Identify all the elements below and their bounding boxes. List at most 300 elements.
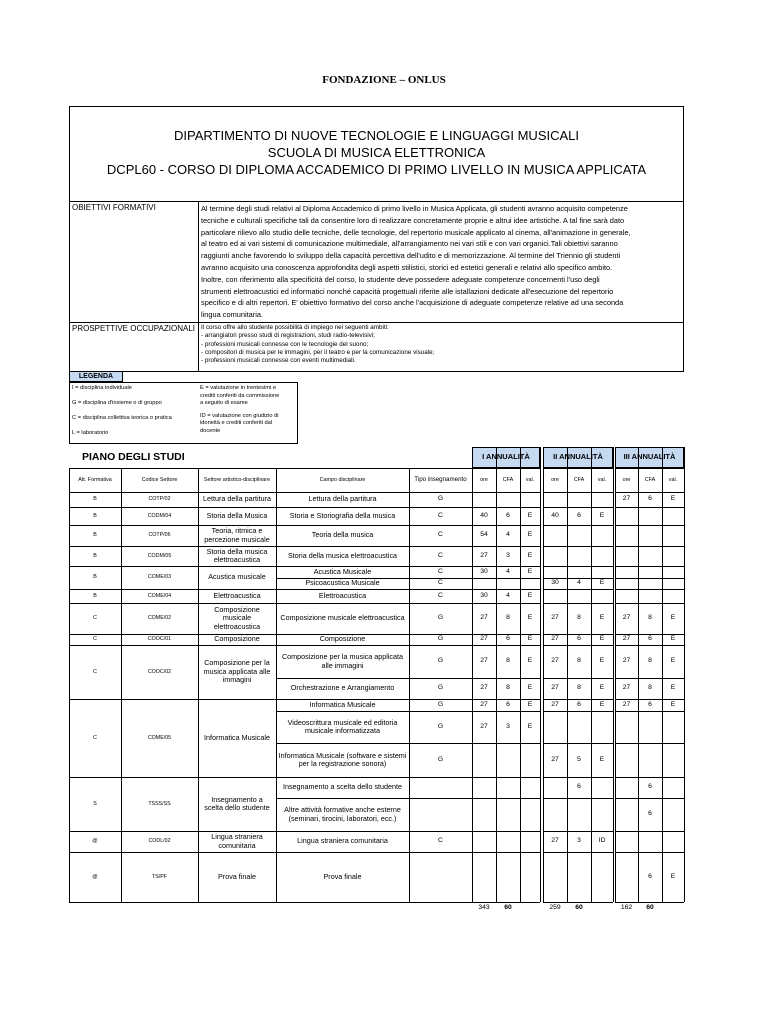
obiettivi-line: avranno acquisito una conoscenza approfondita degli aspetti stilistici, storici ed estetici generali e relativi allo specifico ambito. xyxy=(201,262,613,272)
ore-cell xyxy=(543,798,567,831)
ore-cell: 27 xyxy=(551,657,559,665)
legend-box xyxy=(69,382,298,444)
campo-disciplinare-cell: Lingua straniera comunitaria xyxy=(297,836,388,846)
val-header: val. xyxy=(525,476,535,483)
obiettivi-line: specifico e di altri repertori. E' obiettivo formativo del corso anche l'acquisizione di adeguate competenze relative ad una seconda xyxy=(201,298,624,308)
tipo-cell: G xyxy=(437,635,444,643)
ore-cell xyxy=(543,492,567,507)
cfa-cell: 6 xyxy=(648,872,652,880)
ore-cell: 30 xyxy=(551,579,559,587)
ore-cell xyxy=(615,525,638,546)
val-cell xyxy=(662,525,684,546)
cfa-cell: 3 xyxy=(506,551,510,559)
settore-cell: Lingua straniera comunitaria xyxy=(211,832,263,850)
campo-disciplinare-cell: Altre attività formative anche esterne (seminari, tirocini, laboratori, ecc.) xyxy=(284,805,401,823)
prospettive-text xyxy=(201,324,679,365)
cfa-cell: 6 xyxy=(577,511,581,519)
cfa-cell xyxy=(496,831,520,852)
ore-cell xyxy=(543,777,567,798)
val-cell: E xyxy=(527,591,533,599)
val-cell: E xyxy=(599,684,605,692)
campo-disciplinare-cell: Storia e Storiografia della musica xyxy=(289,510,396,520)
ore-cell xyxy=(543,852,567,902)
ore-cell: 30 xyxy=(480,567,488,575)
legend-types xyxy=(72,385,172,445)
legend-item: C = disciplina collettiva teorica o pratica xyxy=(72,415,172,421)
codice-settore-cell: COOC/02 xyxy=(147,668,172,675)
course-title: DCPL60 - CORSO DI DIPLOMA ACCADEMICO DI PRIMO LIVELLO IN MUSICA APPLICATA xyxy=(106,162,647,177)
ore-cell: 27 xyxy=(480,722,488,730)
att-formativa-cell: C xyxy=(93,636,97,643)
obiettivi-label: OBIETTIVI FORMATIVI xyxy=(72,203,156,212)
campo-disciplinare-cell: Composizione per la musica applicata alle immagini xyxy=(281,652,404,670)
legend-item: E = valutazione in trentesimi e xyxy=(200,385,277,391)
settore-cell: Storia della Musica xyxy=(206,510,268,520)
att-formativa-cell: C xyxy=(93,615,97,622)
codice-settore-cell: TSSS/SS xyxy=(148,800,171,807)
legend-title: LEGENDA xyxy=(69,371,123,382)
ore-cell: 27 xyxy=(622,635,631,643)
cfa-cell: 6 xyxy=(648,635,652,643)
codice-settore-cell: COME/04 xyxy=(147,592,172,599)
campo-disciplinare-cell: Lettura della partitura xyxy=(308,494,377,504)
val-cell xyxy=(591,852,613,902)
settore-cell: Storia della musica elettroacustica xyxy=(206,546,268,564)
ore-cell: 40 xyxy=(480,511,488,519)
val-cell: E xyxy=(527,657,533,665)
ore-cell xyxy=(615,589,638,603)
tipo-header: Tipo insegnamento xyxy=(414,475,467,483)
settore-cell: Insegnamento a scelta dello studente xyxy=(204,794,270,812)
cfa-cell xyxy=(496,798,520,831)
obiettivi-line: lingua comunitaria. xyxy=(201,310,264,320)
val-cell: E xyxy=(527,551,533,559)
codice-settore-cell: COTP/06 xyxy=(148,532,171,539)
legend-item: a seguito di esame xyxy=(200,400,248,407)
val-cell xyxy=(662,566,684,578)
val-cell: E xyxy=(599,579,605,587)
legend-item: idoneità e crediti conferiti dal xyxy=(200,420,273,427)
ore-cell: 27 xyxy=(551,684,559,692)
campo-disciplinare-cell: Storia della musica elettroacustica xyxy=(287,550,398,560)
val-cell xyxy=(662,507,684,525)
campo-disciplinare-cell: Composizione xyxy=(319,634,366,644)
val-cell xyxy=(520,578,540,589)
settore-cell: Composizione musicale elettroacustica xyxy=(213,604,261,631)
val-header: val. xyxy=(668,476,678,483)
ore-cell xyxy=(472,798,496,831)
att-formativa-cell: S xyxy=(93,800,97,807)
cfa-cell: 8 xyxy=(577,657,581,665)
cfa-cell: 6 xyxy=(577,700,581,708)
val-cell xyxy=(520,798,540,831)
campo-disciplinare-cell: Prova finale xyxy=(323,871,362,881)
settore-cell: Prova finale xyxy=(218,871,256,881)
val-cell: E xyxy=(670,684,676,692)
obiettivi-line: Inoltre, con riferimento alla specificità del corso, lo studente deve possedere adeguate competenze concernenti l'uso degli xyxy=(201,274,600,284)
ore-cell xyxy=(615,566,638,578)
val-cell: E xyxy=(527,567,533,575)
ore-cell xyxy=(615,852,638,902)
val-cell: E xyxy=(527,684,533,692)
campo-disciplinare-cell: Informatica Musicale (software e sistemi per la registrazione sonora) xyxy=(278,750,407,768)
val-cell xyxy=(591,798,613,831)
cfa-cell: 4 xyxy=(506,567,510,575)
ore-cell xyxy=(472,777,496,798)
prospettive-line: - professioni musicali connesse con eventi multimediali. xyxy=(201,357,356,365)
ore-cell: 27 xyxy=(622,700,631,708)
tipo-cell: G xyxy=(437,684,444,692)
cfa-cell xyxy=(567,566,591,578)
ore-header: ore xyxy=(622,476,631,483)
campo-disciplinare-cell: Orchestrazione e Arrangiamento xyxy=(290,683,395,693)
val-cell xyxy=(662,777,684,798)
cfa-cell: 6 xyxy=(577,635,581,643)
tipo-cell: C xyxy=(438,551,443,559)
cfa-cell xyxy=(567,711,591,743)
ore-cell xyxy=(615,711,638,743)
cfa-cell: 6 xyxy=(506,700,510,708)
total-cfa: 60 xyxy=(575,903,583,911)
val-cell: E xyxy=(527,511,533,519)
cfa-cell xyxy=(638,578,662,589)
codice-settore-cell: COME/05 xyxy=(147,734,172,741)
val-cell: E xyxy=(527,614,533,622)
year-header-label: III ANNUALITÀ xyxy=(623,452,676,461)
ore-cell: 27 xyxy=(551,614,559,622)
obiettivi-line: Al termine degli studi relativi al Diploma Accademico di primo livello in Musica Applicata, gli studenti avranno acquisito competenze xyxy=(201,204,628,213)
tipo-cell: C xyxy=(438,591,443,599)
att-formativa-cell: C xyxy=(93,668,97,675)
legend-item: L = laboratorio xyxy=(72,430,109,436)
obiettivi-line: tecniche e culturali specifiche tali da consentire loro di realizzare concretamente proprie e altrui idee artistiche. A tal fine sarà dato xyxy=(201,215,625,225)
cfa-cell: 8 xyxy=(648,657,652,665)
cfa-cell xyxy=(638,743,662,777)
val-header: val. xyxy=(597,476,607,483)
obiettivi-text xyxy=(201,203,679,321)
val-cell: E xyxy=(599,511,605,519)
tipo-cell: C xyxy=(438,531,443,539)
tipo-cell: G xyxy=(437,755,444,763)
cfa-header: CFA xyxy=(644,476,656,483)
tipo-cell xyxy=(409,798,472,831)
cfa-cell xyxy=(567,492,591,507)
ore-cell: 27 xyxy=(622,657,631,665)
codice-settore-cell: COME/02 xyxy=(147,615,172,622)
ore-cell: 27 xyxy=(480,614,488,622)
cfa-cell: 6 xyxy=(648,495,652,503)
course-header-box xyxy=(69,106,684,372)
cfa-cell: 8 xyxy=(648,684,652,692)
ore-cell: 54 xyxy=(480,531,488,539)
val-cell: E xyxy=(599,700,605,708)
cfa-cell xyxy=(638,566,662,578)
total-ore: 162 xyxy=(620,903,633,911)
tipo-cell xyxy=(409,777,472,798)
year-header xyxy=(543,447,613,468)
val-cell: E xyxy=(670,657,676,665)
val-cell xyxy=(520,777,540,798)
val-cell: E xyxy=(527,700,533,708)
ore-cell xyxy=(472,743,496,777)
att-formativa-cell: @ xyxy=(92,838,98,845)
settore-cell: Composizione per la musica applicata alle immagini xyxy=(203,658,271,685)
cfa-cell xyxy=(496,492,520,507)
obiettivi-line: al teatro ed ai vari sistemi di comunicazione multimediale, all'arrangiamento nei vari stili e con vari organici.Tali obiettivi saranno xyxy=(201,239,618,249)
settore-cell: Composizione xyxy=(214,634,260,644)
prospettive-line: - compositori di musica per le immagini, per il teatro e per la comunicazione visuale; xyxy=(201,348,435,356)
prospettive-line: Il corso offre allo studente possibilità di impiego nei seguenti ambiti: xyxy=(201,324,389,331)
cfa-cell xyxy=(638,546,662,566)
val-cell: ID xyxy=(598,837,606,845)
tipo-cell: G xyxy=(437,495,444,503)
cfa-cell xyxy=(567,589,591,603)
legend-item: G = disciplina d'insieme o di gruppo xyxy=(72,400,162,406)
val-cell: E xyxy=(670,872,676,880)
legend-item: crediti conferiti da commissione xyxy=(200,392,280,399)
val-cell: E xyxy=(599,657,605,665)
ore-cell: 27 xyxy=(551,755,559,763)
year-header-label: II ANNUALITÀ xyxy=(553,452,603,461)
val-cell: E xyxy=(599,755,605,763)
val-cell xyxy=(591,546,613,566)
val-cell xyxy=(662,798,684,831)
tipo-cell: C xyxy=(438,579,443,587)
cfa-header: CFA xyxy=(502,476,514,483)
ore-cell xyxy=(615,546,638,566)
val-cell: E xyxy=(670,495,676,503)
campo-disciplinare-cell: Elettroacustica xyxy=(318,590,367,600)
tipo-cell: G xyxy=(437,614,444,622)
cfa-cell: 6 xyxy=(648,783,652,791)
ore-cell: 27 xyxy=(622,684,631,692)
ore-cell: 30 xyxy=(480,591,488,599)
cfa-cell: 8 xyxy=(648,614,652,622)
ore-cell xyxy=(615,507,638,525)
prospettive-line: - arrangiatori presso studi di registrazioni, studi radio-televisivi; xyxy=(201,332,375,340)
cfa-cell: 5 xyxy=(577,755,581,763)
cfa-cell xyxy=(567,852,591,902)
ore-cell xyxy=(472,852,496,902)
settore-cell: Teoria, ritmica e percezione musicale xyxy=(204,526,270,544)
cfa-cell xyxy=(638,711,662,743)
ore-cell xyxy=(543,546,567,566)
cfa-cell: 3 xyxy=(506,722,510,730)
val-cell: E xyxy=(670,614,676,622)
val-cell xyxy=(591,566,613,578)
att-formativa-cell: B xyxy=(93,512,97,519)
campo-disciplinare-cell: Acustica Musicale xyxy=(313,566,372,576)
tipo-cell xyxy=(409,852,472,902)
codice-header: Codice Settore xyxy=(141,476,178,483)
settore-cell: Acustica musicale xyxy=(208,572,266,582)
ore-cell: 27 xyxy=(480,551,488,559)
obiettivi-line: strumenti elettroacustici ed informatici nonché capacità progettuali riferite alle istallazioni dedicate all'esecuzione del repertorio xyxy=(201,286,614,296)
legend-evaluations xyxy=(200,385,279,436)
total-ore: 259 xyxy=(549,903,561,911)
ore-cell xyxy=(543,525,567,546)
cfa-cell: 6 xyxy=(577,783,581,791)
ore-cell: 27 xyxy=(480,700,488,708)
tipo-cell: C xyxy=(438,837,443,845)
cfa-cell xyxy=(496,743,520,777)
att-formativa-cell: B xyxy=(93,592,97,599)
department-title: DIPARTIMENTO DI NUOVE TECNOLOGIE E LINGUAGGI MUSICALI xyxy=(174,128,579,143)
cfa-cell xyxy=(638,525,662,546)
cfa-cell xyxy=(638,589,662,603)
year-header-label: I ANNUALITÀ xyxy=(482,452,530,461)
val-cell xyxy=(591,589,613,603)
ore-cell: 27 xyxy=(551,837,559,845)
tipo-cell: G xyxy=(437,657,444,665)
cfa-cell xyxy=(638,507,662,525)
ore-cell xyxy=(615,743,638,777)
total-ore: 343 xyxy=(478,903,490,911)
ore-cell: 27 xyxy=(551,635,559,643)
val-cell xyxy=(662,578,684,589)
cfa-cell: 8 xyxy=(506,684,510,692)
tipo-cell: G xyxy=(437,700,444,708)
val-cell: E xyxy=(670,635,676,643)
tipo-cell: C xyxy=(438,511,443,519)
ore-cell xyxy=(615,831,638,852)
ore-cell xyxy=(543,566,567,578)
cfa-cell: 6 xyxy=(506,635,510,643)
cfa-cell: 6 xyxy=(648,810,652,818)
settore-header: Settore artistico-disciplinare xyxy=(203,476,271,483)
legend-item: I = disciplina individuale xyxy=(72,385,132,391)
codice-settore-cell: CODL/02 xyxy=(148,838,171,845)
campo-disciplinare-cell: Insegnamento a scelta dello studente xyxy=(282,782,403,792)
val-cell xyxy=(591,525,613,546)
val-cell xyxy=(662,743,684,777)
ore-cell xyxy=(615,578,638,589)
tipo-cell: G xyxy=(437,722,444,730)
campo-disciplinare-cell: Psicoacustica Musicale xyxy=(305,578,380,588)
codice-settore-cell: COME/03 xyxy=(147,574,172,581)
val-cell: E xyxy=(670,700,676,708)
obiettivi-section xyxy=(70,201,683,322)
val-cell xyxy=(520,743,540,777)
att-header: Att. Formativa xyxy=(78,476,112,483)
val-cell xyxy=(591,777,613,798)
codice-settore-cell: COTP/02 xyxy=(148,496,171,503)
cfa-header: CFA xyxy=(573,476,585,483)
year-header xyxy=(472,447,540,468)
val-cell xyxy=(662,711,684,743)
att-formativa-cell: B xyxy=(93,496,97,503)
ore-cell xyxy=(615,777,638,798)
settore-cell: Lettura della partitura xyxy=(203,494,271,504)
ore-cell: 27 xyxy=(480,635,488,643)
att-formativa-cell: B xyxy=(93,574,97,581)
cfa-cell: 3 xyxy=(577,837,581,845)
att-formativa-cell: @ xyxy=(92,873,98,880)
val-cell xyxy=(662,831,684,852)
legend-item: docente xyxy=(200,427,221,434)
tipo-cell: C xyxy=(438,567,443,575)
ore-header: ore xyxy=(551,476,559,483)
cfa-cell xyxy=(496,852,520,902)
legend-item: ID = valutazione con giudizio di xyxy=(200,412,279,419)
cfa-cell xyxy=(496,777,520,798)
ore-cell xyxy=(472,831,496,852)
cfa-cell: 4 xyxy=(577,579,581,587)
cfa-cell: 8 xyxy=(577,614,581,622)
att-formativa-cell: C xyxy=(93,734,97,741)
ore-cell xyxy=(543,711,567,743)
cfa-cell: 8 xyxy=(506,614,510,622)
val-cell: E xyxy=(527,635,533,643)
val-cell xyxy=(520,492,540,507)
cfa-cell xyxy=(496,578,520,589)
course-titles xyxy=(70,127,683,178)
val-cell xyxy=(520,831,540,852)
cfa-cell xyxy=(567,798,591,831)
cfa-cell: 6 xyxy=(648,700,652,708)
att-formativa-cell: B xyxy=(93,552,97,559)
campo-header: Campo disciplinare xyxy=(319,476,366,483)
codice-settore-cell: TS/PF xyxy=(151,873,167,880)
ore-cell: 27 xyxy=(551,700,559,708)
val-cell: E xyxy=(599,635,605,643)
cfa-cell: 4 xyxy=(506,531,510,539)
campo-disciplinare-cell: Composizione musicale elettroacustica xyxy=(280,613,405,623)
ore-header: ore xyxy=(480,476,488,483)
codice-settore-cell: CODM/04 xyxy=(147,512,172,519)
val-cell xyxy=(520,852,540,902)
cfa-cell xyxy=(567,525,591,546)
settore-cell: Elettroacustica xyxy=(213,590,261,600)
campo-disciplinare-cell: Videoscrittura musicale ed editoria musicale informatizzata xyxy=(287,717,398,735)
val-cell: E xyxy=(527,531,533,539)
school-title: SCUOLA DI MUSICA ELETTRONICA xyxy=(267,145,486,160)
foundation-title: FONDAZIONE – ONLUS xyxy=(322,74,446,86)
ore-cell xyxy=(615,798,638,831)
year-header xyxy=(615,447,684,468)
val-cell xyxy=(662,546,684,566)
obiettivi-line: raggiunti anche favorendo lo sviluppo della capacità percettiva dell'udito e di memorizzazione. Al termine del Triennio gli studenti xyxy=(201,251,621,261)
val-cell: E xyxy=(527,722,533,730)
val-cell xyxy=(591,711,613,743)
prospettive-line: - professioni musicali connesse con le tecnologie del suono; xyxy=(201,340,369,348)
cfa-cell xyxy=(638,831,662,852)
att-formativa-cell: B xyxy=(93,532,97,539)
cfa-cell: 4 xyxy=(506,591,510,599)
settore-cell: Informatica Musicale xyxy=(204,732,270,742)
campo-disciplinare-cell: Teoria della musica xyxy=(311,530,374,540)
ore-cell: 40 xyxy=(551,511,559,519)
val-cell xyxy=(591,492,613,507)
val-cell xyxy=(662,589,684,603)
cfa-cell: 8 xyxy=(506,657,510,665)
total-cfa: 60 xyxy=(646,903,654,911)
ore-cell xyxy=(472,578,496,589)
ore-cell xyxy=(543,589,567,603)
cfa-cell xyxy=(567,546,591,566)
obiettivi-line: particolare rilievo allo studio delle tecniche, delle tecnologie, del repertorio musicale applicato al cinema, all'animazione in generale, xyxy=(201,227,631,237)
ore-cell xyxy=(472,492,496,507)
ore-cell: 27 xyxy=(480,684,488,692)
ore-cell: 27 xyxy=(480,657,488,665)
val-cell: E xyxy=(599,614,605,622)
cfa-cell: 6 xyxy=(506,511,510,519)
total-cfa: 60 xyxy=(504,903,512,911)
prospettive-label: PROSPETTIVE OCCUPAZIONALI xyxy=(72,324,195,333)
ore-cell: 27 xyxy=(622,495,631,503)
codice-settore-cell: COOC/01 xyxy=(147,636,172,643)
ore-cell: 27 xyxy=(622,614,631,622)
